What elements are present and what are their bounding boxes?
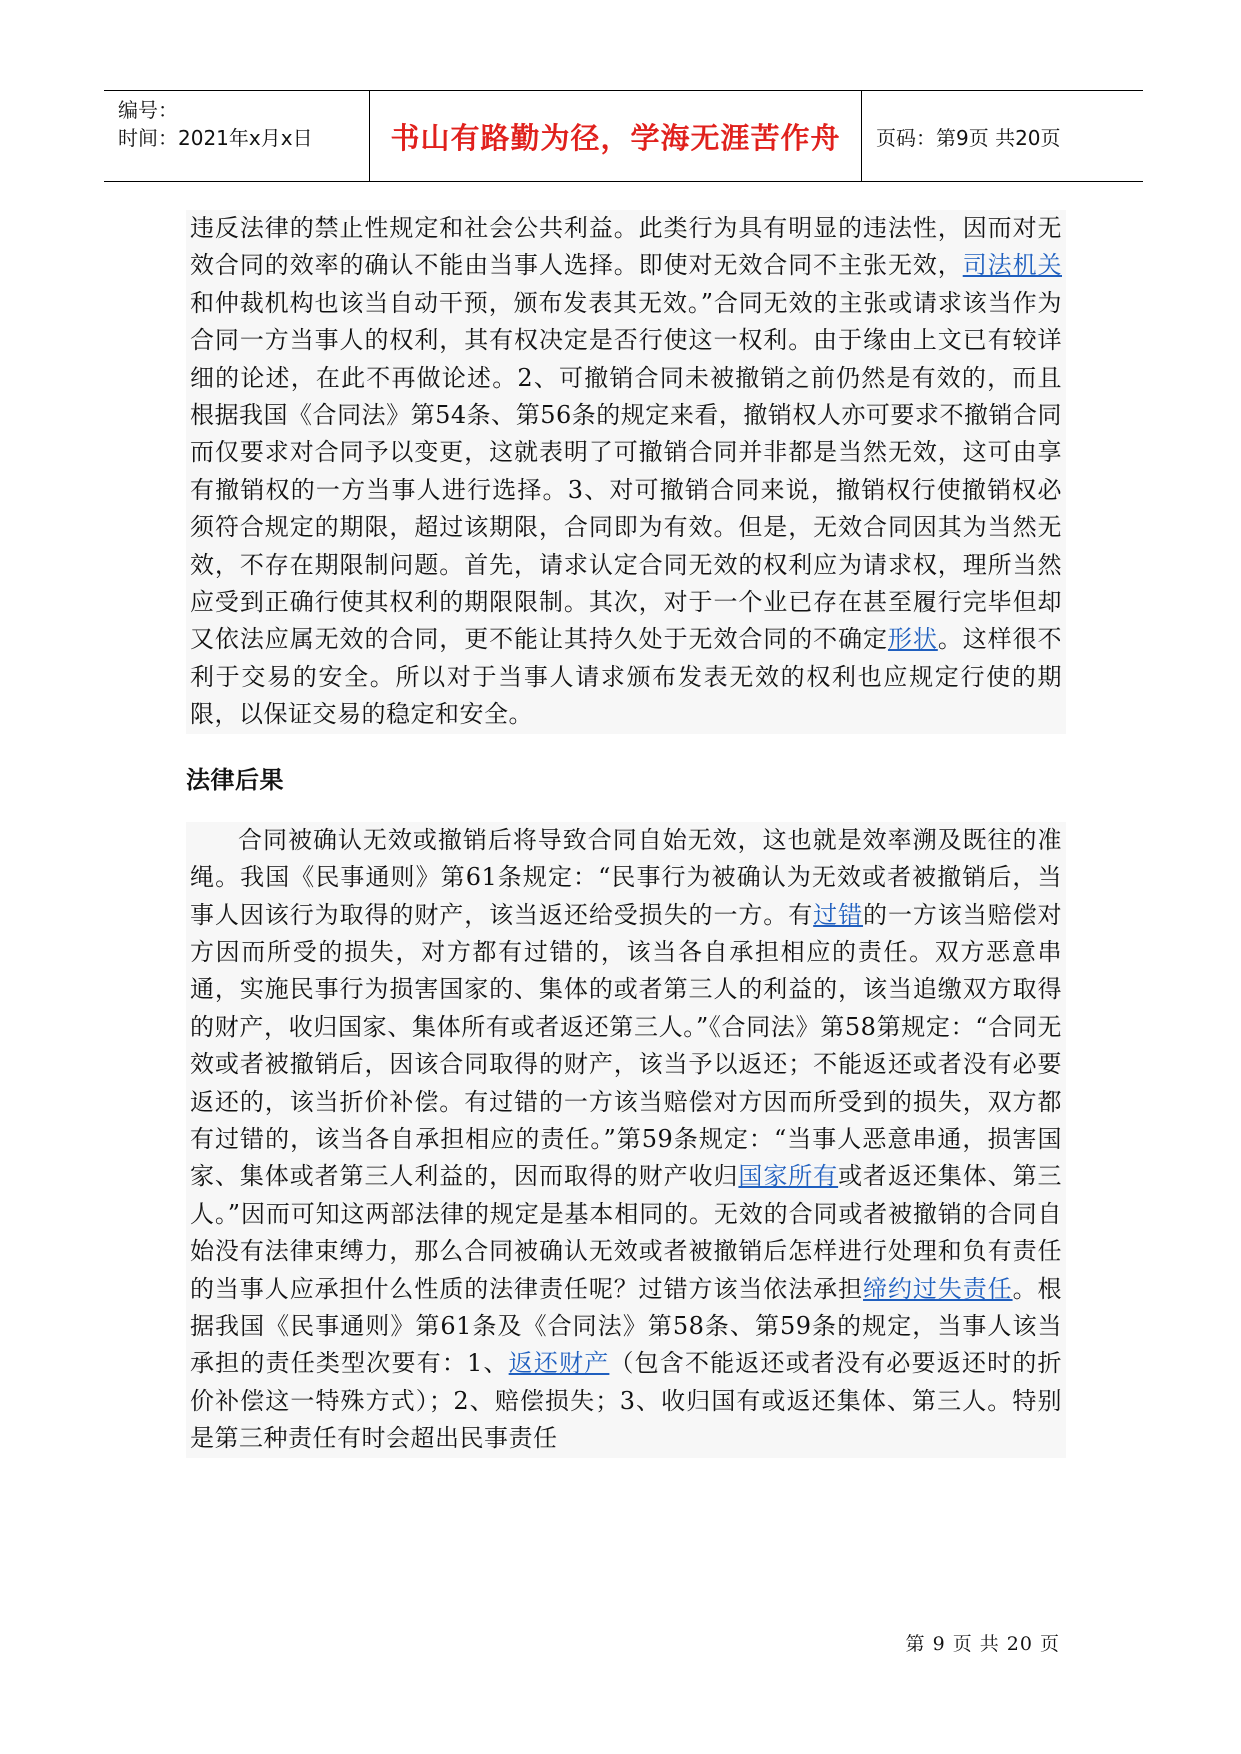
section-heading: 法律后果 (186, 765, 284, 794)
header-slogan: 书山有路勤为径，学海无涯苦作舟 (370, 91, 862, 181)
header-page-number: 页码：第9页 共20页 (876, 125, 1061, 150)
body-paragraph (186, 822, 1066, 1458)
inline-link[interactable]: 国家所有 (738, 1162, 839, 1191)
text-segment: （包含不能返还或者没有必要返还时的折价补偿这一特殊方式）；2、赔偿损失；3、收归国有或返还集体、第三人。特别是第三种责任有时会超出民事责任 (190, 1349, 1062, 1453)
inline-link[interactable]: 缔约过失责任 (863, 1274, 1013, 1303)
document-time: 时间：2021年x月x日 (118, 126, 313, 150)
header-meta (104, 91, 370, 181)
inline-link[interactable]: 返还财产 (508, 1349, 610, 1378)
body-paragraph (186, 210, 1066, 734)
text-segment: 和仲裁机构也该当自动干预，颁布发表其无效。”合同无效的主张或请求该当作为合同一方当事人的权利，其有权决定是否行使这一权利。由于缘由上文已有较详细的论述，在此不再做论述。2、可撤销合同未被撤销之前仍然是有效的，而且根据我国《合同法》第54条、第56条的规定来看，撤销权人亦可要求不撤销合同而仅要求对合同予以变更，这就表明了可撤销合同并非都是当然无效，这可由享有撤销权的一方当事人进行选择。3、对可撤销合同来说，撤销权行使撤销权必须符合规定的期限，超过该期限，合同即为有效。但是，无效合同因其为当然无效，不存在期限制问题。首先，请求认定合同无效的权利应为请求权，理所当然应受到正确行使其权利的期限限制。其次，对于一个业已存在甚至履行完毕但却又依法应属无效的合同，更不能让其持久处于无效合同的不确定 (190, 288, 1062, 654)
inline-link[interactable]: 形状 (887, 625, 938, 654)
page-footer: 第 9 页 共 20 页 (905, 1633, 1060, 1655)
inline-link[interactable]: 过错 (813, 900, 864, 929)
page-header (104, 90, 1143, 182)
text-segment: 。根据我国《民事通则》第61条及《合同法》第58条、第59条的规定，当事人该当承担的责任类型次要有：1、 (190, 1274, 1063, 1378)
inline-link[interactable]: 司法机关 (962, 251, 1062, 280)
text-segment: 或者返还集体、第三人。”因而可知这两部法律的规定是基本相同的。无效的合同或者被撤销的合同自始没有法律束缚力，那么合同被确认无效或者被撤销后怎样进行处理和负有责任的当事人应承担什么性质的法律责任呢？过错方该当依法承担 (190, 1162, 1063, 1303)
document-body (186, 210, 1066, 1458)
text-segment: 合同被确认无效或撤销后将导致合同自始无效，这也就是效率溯及既往的准绳。我国《民事通则》第61条规定：“民事行为被确认为无效或者被撤销后，当事人因该行为取得的财产，该当返还给受损失的一方。有 (190, 825, 1062, 929)
text-segment: 的一方该当赔偿对方因而所受的损失，对方都有过错的，该当各自承担相应的责任。双方恶意串通，实施民事行为损害国家的、集体的或者第三人的利益的，该当追缴双方取得的财产，收归国家、集体所有或者返还第三人。”《合同法》第58第规定：“合同无效或者被撤销后，因该合同取得的财产，该当予以返还；不能返还或者没有必要返还的，该当折价补偿。有过错的一方该当赔偿对方因而所受到的损失，双方都有过错的，该当各自承担相应的责任。”第59条规定：“当事人恶意串通，损害国家、集体或者第三人利益的，因而取得的财产收归 (190, 900, 1063, 1191)
document-number-label: 编号： (118, 98, 178, 122)
text-segment: 。这样很不利于交易的安全。所以对于当事人请求颁布发表无效的权利也应规定行使的期限，以保证交易的稳定和安全。 (190, 625, 1063, 729)
text-segment: 违反法律的禁止性规定和社会公共利益。此类行为具有明显的违法性，因而对无效合同的效率的确认不能由当事人选择。即使对无效合同不主张无效， (190, 214, 1062, 280)
